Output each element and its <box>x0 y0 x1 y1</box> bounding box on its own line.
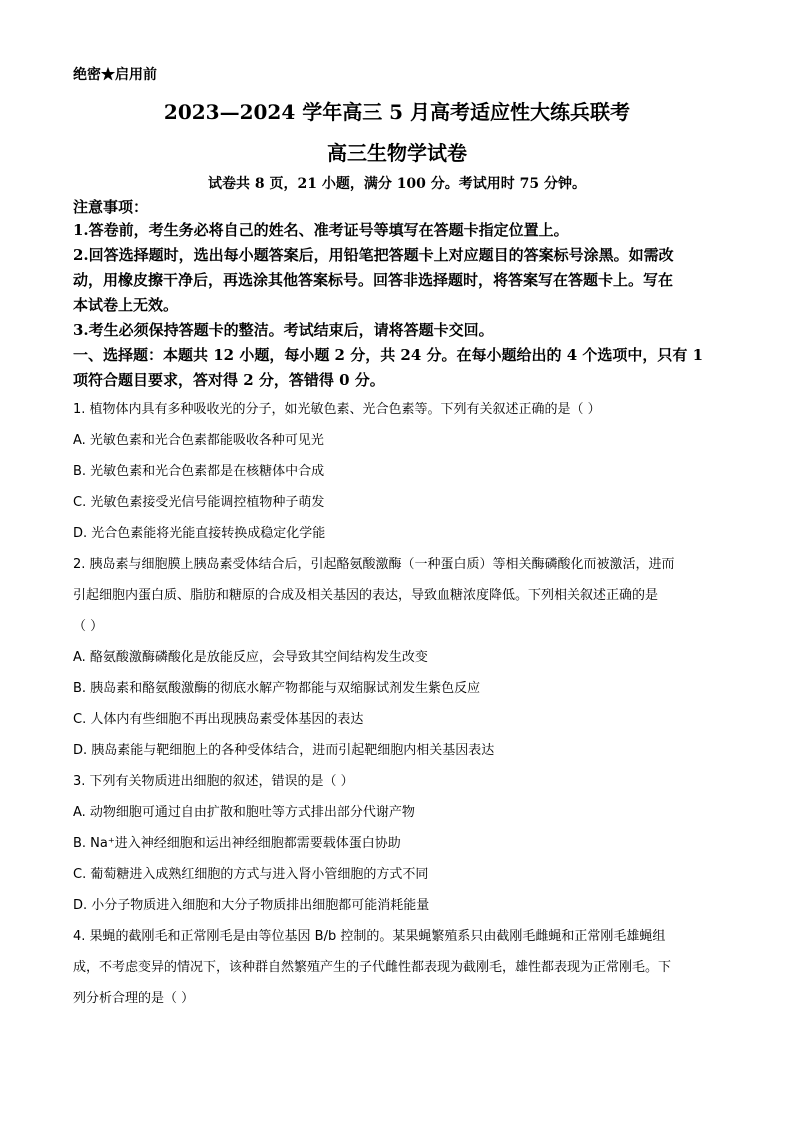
exam-title: 2023—2024 学年高三 5 月高考适应性大练兵联考 <box>163 100 631 124</box>
option-line: C. 葡萄糖进入成熟红细胞的方式与进入肾小管细胞的方式不同 <box>73 867 429 882</box>
question-line: （ ） <box>73 619 104 634</box>
note-line: 1.答卷前，考生务必将自己的姓名、准考证号等填写在答题卡指定位置上。 <box>73 221 569 239</box>
question-line: 3. 下列有关物质进出细胞的叙述，错误的是（ ） <box>73 774 354 789</box>
option-line: B. 光敏色素和光合色素都是在核糖体中合成 <box>73 464 325 479</box>
section-line: 一、选择题：本题共 12 小题，每小题 2 分，共 24 分。在每小题给出的 4 个选项中，只有 1 <box>73 346 704 364</box>
option-line: A. 动物细胞可通过自由扩散和胞吐等方式排出部分代谢产物 <box>73 805 415 820</box>
question-list <box>73 394 723 1014</box>
option-line: A. 光敏色素和光合色素都能吸收各种可见光 <box>73 433 324 448</box>
question-line: 成，不考虑变异的情况下，该种群自然繁殖产生的子代雌性都表现为截刚毛，雄性都表现为正常刚毛。下 <box>73 960 672 975</box>
option-line: C. 人体内有些细胞不再出现胰岛素受体基因的表达 <box>73 712 364 727</box>
option-line: A. 酪氨酸激酶磷酸化是放能反应，会导致其空间结构发生改变 <box>73 650 428 665</box>
option-line: D. 光合色素能将光能直接转换成稳定化学能 <box>73 526 326 541</box>
option-line: B. 胰岛素和酪氨酸激酶的彻底水解产物都能与双缩脲试剂发生紫色反应 <box>73 681 481 696</box>
notes-list <box>73 218 723 343</box>
exam-info: 试卷共 8 页，21 小题，满分 100 分。考试用时 75 分钟。 <box>207 176 587 192</box>
note-line: 2.回答选择题时，选出每小题答案后，用铅笔把答题卡上对应题目的答案标号涂黑。如需改 <box>73 246 674 264</box>
question-line: 引起细胞内蛋白质、脂肪和糖原的合成及相关基因的表达，导致血糖浓度降低。下列相关叙述正确的是 <box>73 588 659 603</box>
option-line: B. Na⁺进入神经细胞和运出神经细胞都需要载体蛋白协助 <box>73 836 401 851</box>
question-line: 2. 胰岛素与细胞膜上胰岛素受体结合后，引起酪氨酸激酶（一种蛋白质）等相关酶磷酸化而被激活，进而 <box>73 557 675 572</box>
confidential-label: 绝密★启用前 <box>73 67 157 83</box>
section-line: 项符合题目要求，答对得 2 分，答错得 0 分。 <box>73 371 385 389</box>
question-line: 4. 果蝇的截刚毛和正常刚毛是由等位基因 B/b 控制的。某果蝇繁殖系只由截刚毛雌蝇和正常刚毛雄蝇组 <box>73 929 666 944</box>
question-line: 列分析合理的是（ ） <box>73 991 195 1006</box>
option-line: D. 小分子物质进入细胞和大分子物质排出细胞都可能消耗能量 <box>73 898 430 913</box>
notes-heading: 注意事项： <box>73 198 149 216</box>
option-line: C. 光敏色素接受光信号能调控植物种子萌发 <box>73 495 325 510</box>
section-heading <box>73 343 723 393</box>
note-line: 动，用橡皮擦干净后，再选涂其他答案标号。回答非选择题时，将答案写在答题卡上。写在 <box>73 271 674 289</box>
exam-subtitle: 高三生物学试卷 <box>327 141 467 165</box>
note-line: 3.考生必须保持答题卡的整洁。考试结束后，请将答题卡交回。 <box>73 321 494 339</box>
option-line: D. 胰岛素能与靶细胞上的各种受体结合，进而引起靶细胞内相关基因表达 <box>73 743 495 758</box>
question-line: 1. 植物体内具有多种吸收光的分子，如光敏色素、光合色素等。下列有关叙述正确的是（ ） <box>73 402 601 417</box>
note-line: 本试卷上无效。 <box>73 296 179 314</box>
